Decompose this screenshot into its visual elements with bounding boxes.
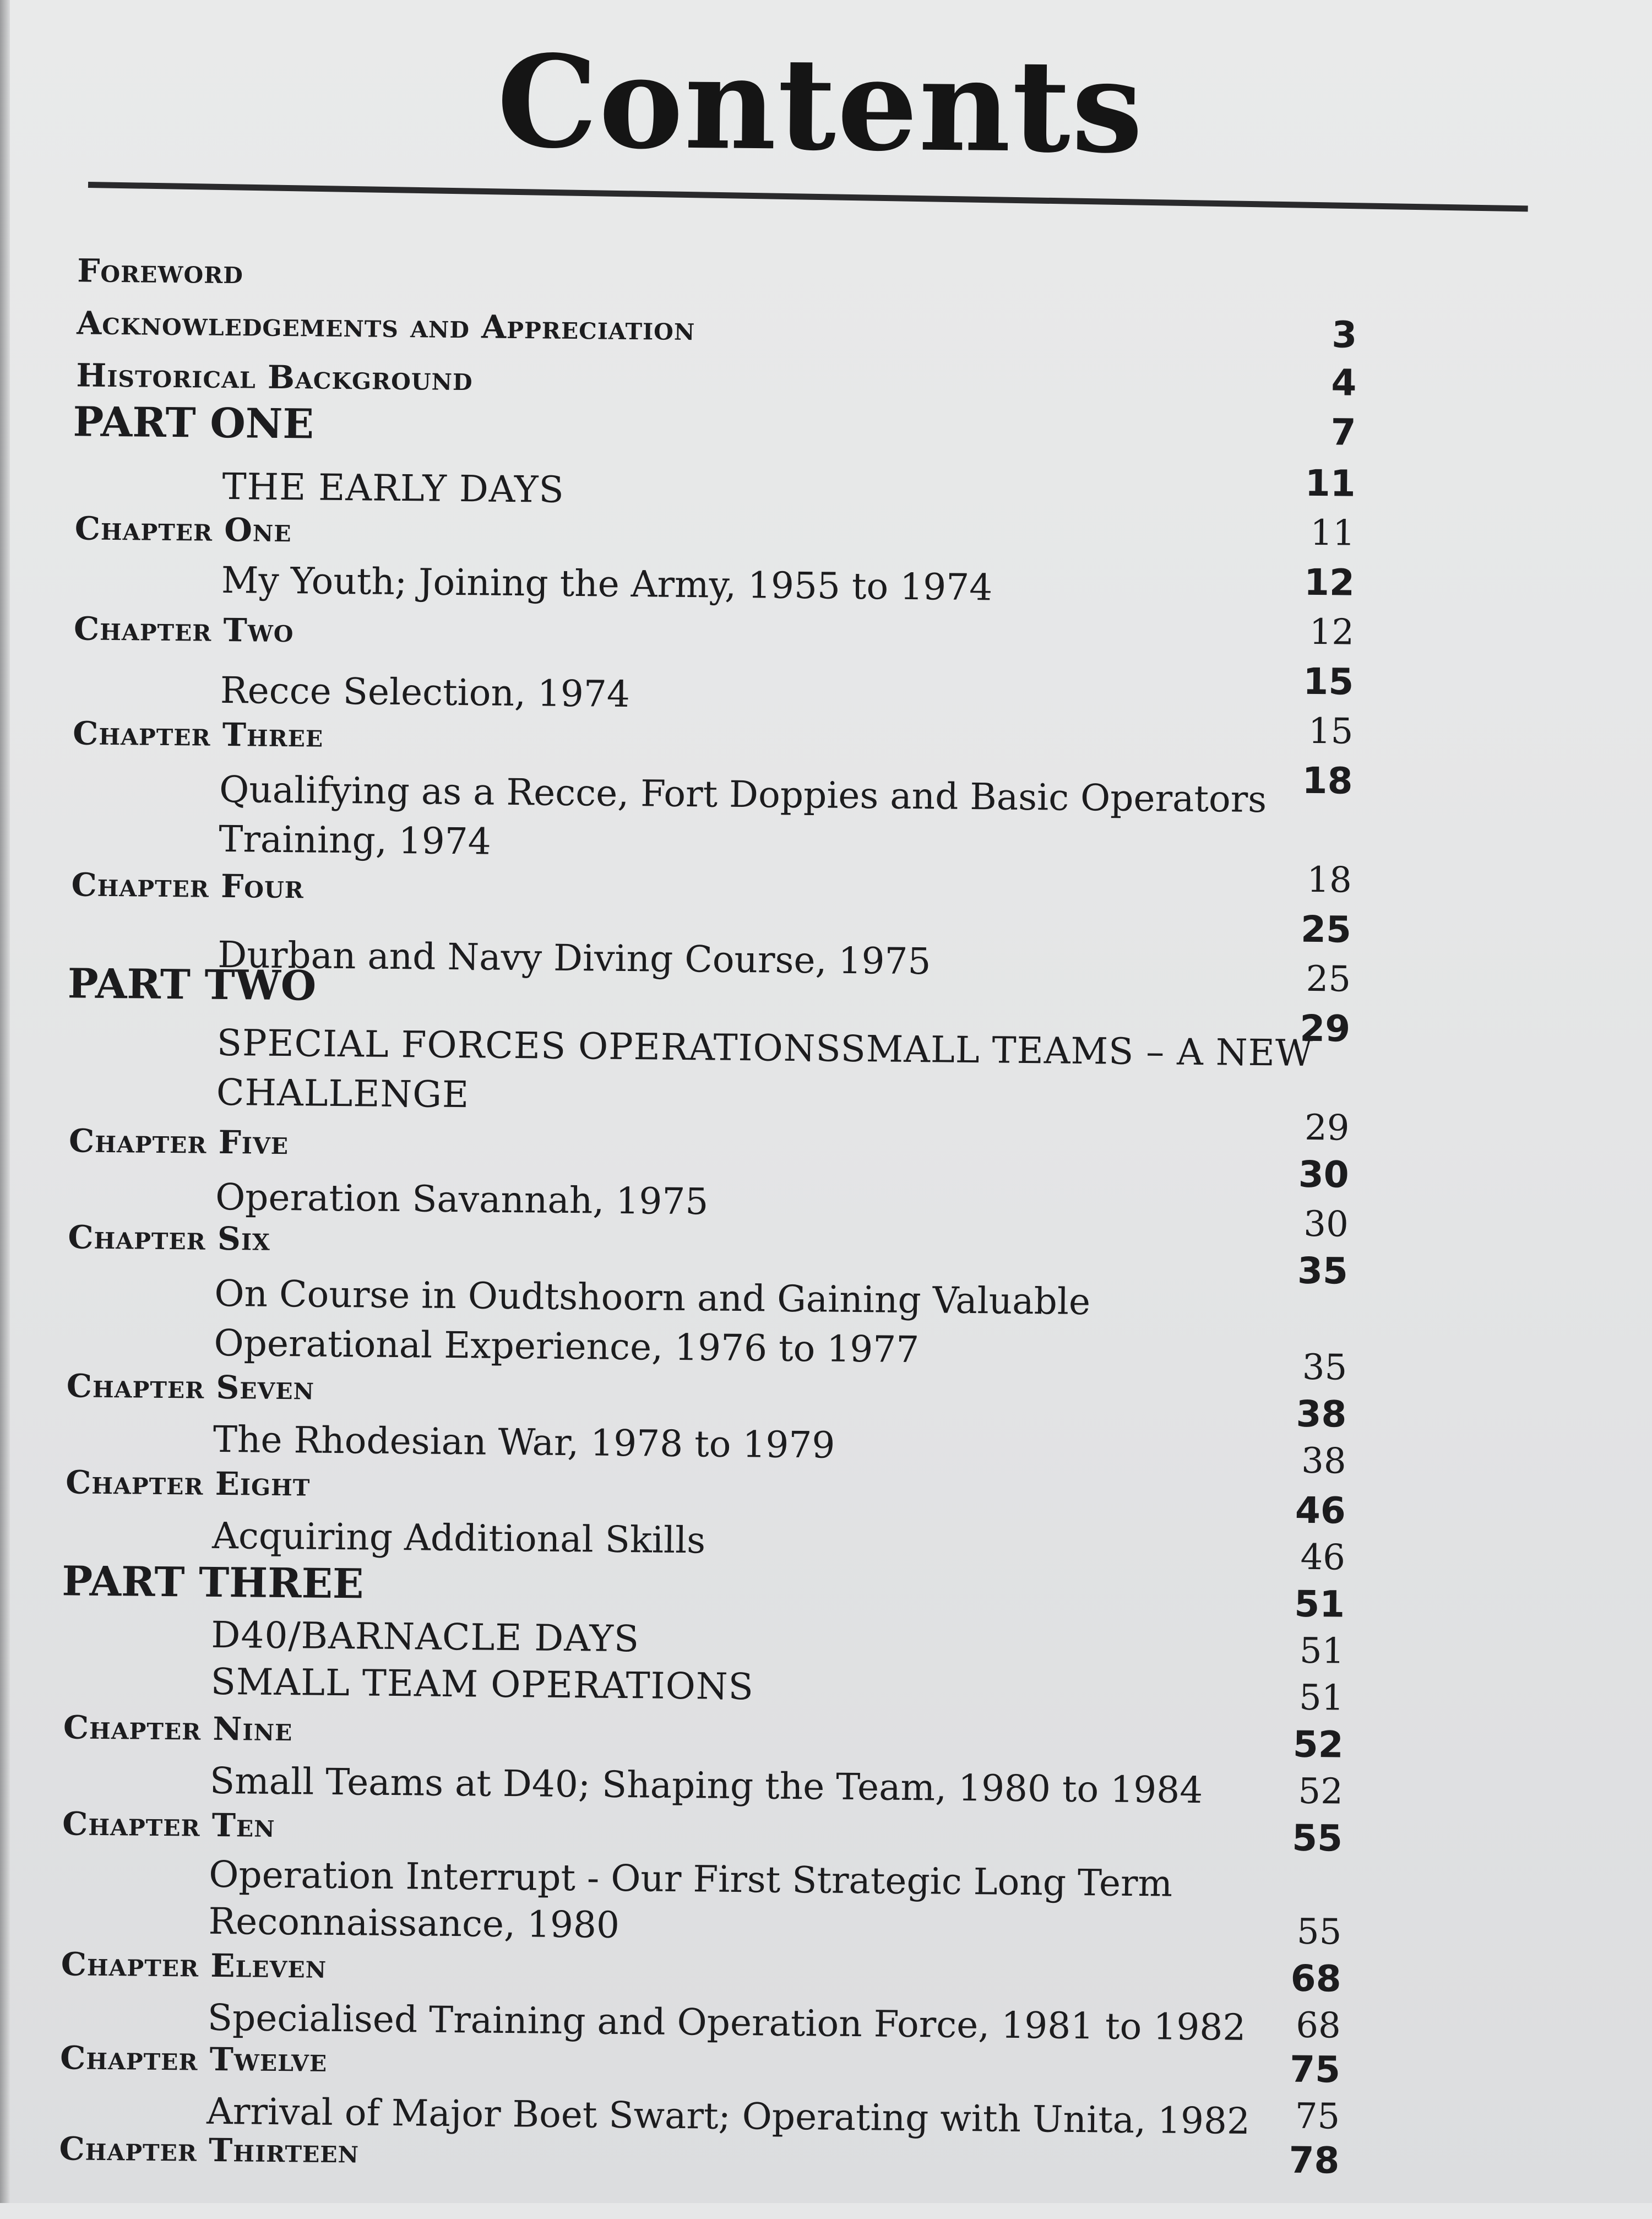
toc-page-number: 11 (1305, 462, 1356, 505)
toc-page-number: 12 (1303, 561, 1355, 604)
toc-page-number: 35 (1302, 1347, 1347, 1388)
toc-page-number: 29 (1304, 1107, 1350, 1149)
toc-page-number: 52 (1298, 1771, 1344, 1813)
toc-chapter-heading: Chapter Five (68, 1122, 289, 1162)
toc-entry-title: Acquiring Additional Skills (211, 1514, 706, 1562)
toc-page-number: 29 (1299, 1007, 1351, 1050)
toc-entry-title: Operation Savannah, 1975 (215, 1175, 709, 1223)
toc-entry-title: CHALLENGE (216, 1071, 470, 1116)
toc-entry-title: Reconnaissance, 1980 (208, 1900, 620, 1946)
toc-chapter-heading: Chapter Eleven (61, 1945, 327, 1985)
toc-entry-title: Recce Selection, 1974 (220, 669, 631, 716)
toc-page-number: 38 (1296, 1392, 1347, 1436)
toc-entry-title: Arrival of Major Boet Swart; Operating with Unita, 1982 (206, 2090, 1251, 2142)
toc-page-number: 55 (1291, 1816, 1343, 1860)
toc-chapter-heading: Chapter Thirteen (59, 2130, 360, 2171)
toc-page-number: 52 (1292, 1723, 1344, 1766)
toc-page-number: 68 (1290, 1957, 1341, 2000)
toc-page-number: 30 (1298, 1153, 1350, 1196)
toc-entry-title: Qualifying as a Recce, Fort Doppies and Basic Operators (219, 768, 1267, 821)
toc-page-number: 11 (1310, 512, 1356, 554)
toc-page-number: 35 (1297, 1249, 1349, 1293)
toc-page-number: 55 (1296, 1911, 1342, 1953)
toc-page-number: 7 (1330, 411, 1356, 454)
toc-chapter-heading: Chapter Ten (62, 1805, 275, 1844)
toc-page-number: 51 (1294, 1582, 1345, 1626)
toc-entry-title: Training, 1974 (219, 817, 492, 863)
toc-entry-title: Operation Interrupt - Our First Strategic Long Term (208, 1853, 1173, 1905)
toc-page-number: 15 (1308, 710, 1354, 752)
toc-page-number: 78 (1289, 2139, 1340, 2182)
toc-entry-title: Durban and Navy Diving Course, 1975 (218, 933, 931, 983)
toc-part-heading: PART TWO (67, 960, 317, 1010)
toc-entry-title: My Youth; Joining the Army, 1955 to 1974 (221, 558, 993, 609)
toc-page-number: 30 (1303, 1203, 1349, 1245)
toc-page-number: 51 (1298, 1677, 1344, 1719)
toc-page-number: 75 (1289, 2048, 1341, 2091)
toc-page-number: 75 (1295, 2096, 1340, 2137)
page-title: Contents (496, 27, 1145, 182)
toc-page-number: 25 (1300, 908, 1352, 951)
toc-chapter-heading: Chapter Four (71, 866, 305, 906)
toc-chapter-heading: Chapter Two (73, 610, 294, 650)
toc-part-heading: PART ONE (73, 398, 314, 448)
toc-entry-title: Small Teams at D40; Shaping the Team, 1980 to 1984 (209, 1759, 1203, 1812)
toc-chapter-heading: Historical Background (76, 356, 473, 398)
toc-page-number: 12 (1309, 611, 1355, 653)
toc-chapter-heading: Acknowledgements and Appreciation (77, 304, 695, 348)
toc-part-heading: PART THREE (62, 1558, 364, 1608)
toc-chapter-heading: Chapter One (74, 509, 292, 550)
toc-page-number: 38 (1301, 1440, 1346, 1482)
toc-entry-title: Operational Experience, 1976 to 1977 (214, 1321, 920, 1371)
toc-page-number: 46 (1295, 1489, 1346, 1532)
toc-chapter-heading: Chapter Eight (65, 1463, 311, 1504)
toc-page-number: 15 (1303, 660, 1354, 703)
toc-chapter-heading: Foreword (77, 252, 244, 291)
toc-chapter-heading: Chapter Seven (66, 1367, 315, 1407)
toc-page-number: 3 (1331, 313, 1357, 356)
toc-entry-title: The Rhodesian War, 1978 to 1979 (213, 1418, 835, 1467)
toc-entry-title: THE EARLY DAYS (222, 465, 565, 511)
toc-chapter-heading: Chapter Six (68, 1218, 271, 1258)
toc-entry-title: SMALL TEAM OPERATIONS (210, 1660, 754, 1708)
toc-page-number: 25 (1306, 958, 1351, 1000)
toc-page-number: 46 (1300, 1537, 1346, 1578)
toc-entry-title: SPECIAL FORCES OPERATIONSSMALL TEAMS – A NEW (216, 1021, 1313, 1075)
toc-entry-title: On Course in Oudtshoorn and Gaining Valuable (214, 1272, 1091, 1323)
toc-chapter-heading: Chapter Three (72, 714, 324, 755)
toc-page-number: 68 (1296, 2005, 1341, 2047)
toc-entry-title: D40/BARNACLE DAYS (211, 1613, 640, 1661)
toc-chapter-heading: Chapter Nine (63, 1708, 293, 1749)
toc-entry-title: Specialised Training and Operation Force, 1981 to 1982 (207, 1996, 1246, 2049)
toc-chapter-heading: Chapter Twelve (59, 2039, 328, 2079)
toc-page-number: 51 (1299, 1630, 1345, 1672)
toc-page-number: 18 (1306, 859, 1352, 901)
toc-page-number: 18 (1302, 759, 1353, 802)
toc-page-number: 4 (1331, 361, 1357, 404)
